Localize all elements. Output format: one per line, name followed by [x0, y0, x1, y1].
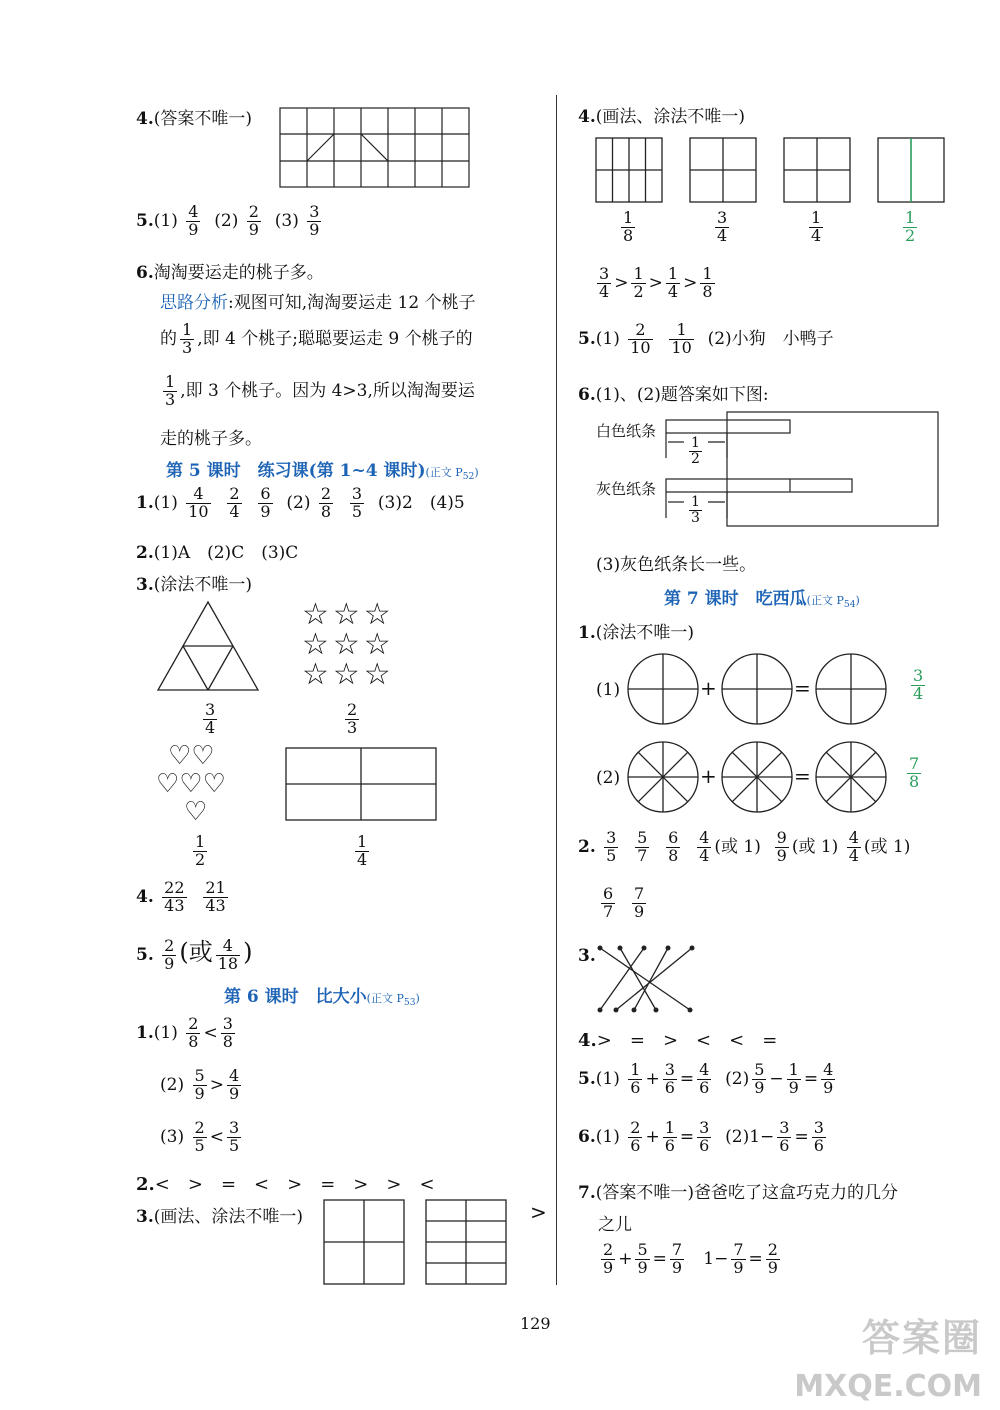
column-divider [556, 95, 557, 1285]
square-eighths [596, 138, 664, 204]
l5q3-frac4: $\frac{1}{4}$ [357, 832, 368, 869]
lesson7-q6: 6.(1) $\frac{2}{6}$ + $\frac{1}{6}$ = $\frac{3}{6}$ (2)1− $\frac{3}{6}$ = $\frac{3}{6}$ [578, 1118, 824, 1155]
analysis-label: 思路分析 [160, 293, 228, 313]
square-quarters-a [690, 138, 758, 204]
star-icon-row: ☆☆☆ [302, 627, 395, 662]
lesson7-q7-line1: 7.(答案不唯一)爸爸吃了这盒巧克力的几分 [578, 1183, 899, 1203]
right-q6-part3: (3)灰色纸条长一些。 [596, 555, 757, 575]
lesson5-q5: 5. $\frac{2}{9}$ (或 $\frac{4}{18}$ ) [136, 936, 253, 973]
right-q5: 5.(1) $\frac{2}{10}$ $\frac{1}{10}$ (2)小狗 小鸭子 [578, 320, 834, 357]
stars-figure [302, 597, 395, 692]
r-q4-frac4: $\frac{1}{2}$ [905, 208, 916, 245]
fraction: $\frac{2}{9}$ [248, 202, 259, 239]
lesson5-heading: 第 5 课时 练习课(第 1~4 课时)(正文 $P_{52}$) [166, 461, 479, 483]
watermark-logo: 答案圈 [861, 1316, 982, 1360]
white-strip-label: 白色纸条 [596, 422, 657, 440]
heart-icon-row: ♡♡ [168, 741, 215, 771]
gray-strip-frac: $\frac{1}{3}$ [691, 494, 700, 526]
fraction: $\frac{6}{9}$ [260, 484, 271, 521]
l7q1-row1-label: (1) [596, 680, 621, 700]
r-q4-frac3: $\frac{1}{4}$ [811, 208, 822, 245]
fraction: $\frac{3}{5}$ [351, 484, 363, 521]
equals-sign: = [794, 676, 811, 700]
triangle-figure [156, 600, 260, 692]
lesson5-q2: 2.(1)A (2)C (3)C [136, 543, 299, 563]
l5q3-frac2: $\frac{2}{3}$ [347, 700, 358, 737]
left-q6-analysis-line1: 思路分析:观图可知,淘淘要运走 12 个桃子 [160, 293, 476, 313]
gray-strip-label: 灰色纸条 [596, 480, 657, 498]
l5q3-frac3: $\frac{1}{2}$ [195, 832, 206, 869]
fraction: $\frac{4}{10}$ [188, 484, 209, 521]
l7q1-result2: $\frac{7}{8}$ [909, 754, 920, 791]
r-q4-frac1: $\frac{1}{8}$ [623, 208, 634, 245]
heart-icon-row: ♡♡♡ [156, 769, 226, 799]
lesson7-q7-equations: $\frac{2}{9}$ + $\frac{5}{9}$ = $\frac{7}{9}$ 1− $\frac{7}{9}$ = $\frac{2}{9}$ [603, 1240, 778, 1277]
left-q6-analysis-line3: $\frac{1}{3}$ ,即 3 个桃子。因为 4>3,所以淘淘要运 [165, 372, 475, 409]
l7q1-row2-label: (2) [596, 768, 621, 788]
left-q6-analysis-line2: 的 $\frac{1}{3}$ ,即 4 个桃子;聪聪要运走 9 个桃子的 [160, 320, 473, 357]
left-q4-grid [280, 108, 470, 188]
fraction: $\frac{2}{8}$ [320, 484, 332, 521]
lesson5-q3: 3.(涂法不唯一) [136, 575, 253, 595]
lesson5-q4: 4. $\frac{22}{43}$ $\frac{21}{43}$ [136, 878, 226, 915]
right-q6: 6.(1)、(2)题答案如下图: [578, 385, 769, 405]
paper-strips-diagram [664, 410, 944, 528]
r-q4-comparison: $\frac{3}{4}$ > $\frac{1}{2}$ > $\frac{1}{4}$ > $\frac{1}{8}$ [599, 264, 713, 301]
lesson6-q1-row1: 1.(1) $\frac{2}{8}$ < $\frac{3}{8}$ [136, 1014, 233, 1051]
r-q4-frac2: $\frac{3}{4}$ [717, 208, 728, 245]
rectangle-quarters [286, 748, 438, 822]
lesson7-heading: 第 7 课时 吃西瓜(正文 $P_{54}$) [664, 589, 860, 611]
left-q6-analysis-line4: 走的桃子多。 [160, 429, 262, 449]
fraction: $\frac{1}{3}$ [182, 320, 193, 357]
fraction: $\frac{1}{3}$ [165, 372, 176, 409]
plus-sign: + [700, 764, 717, 788]
lesson6-q3-grid-a [324, 1200, 406, 1286]
lesson6-q3-grid-b [426, 1200, 508, 1286]
lesson7-q2-line2: $\frac{6}{7}$ $\frac{7}{9}$ [603, 884, 645, 921]
lesson7-q7-line2: 之儿 [598, 1215, 632, 1235]
lesson6-q3: 3.(画法、涂法不唯一) [136, 1207, 304, 1227]
lesson6-heading: 第 6 课时 比大小(正文 $P_{53}$) [224, 987, 420, 1009]
star-icon-row: ☆☆☆ [302, 597, 395, 632]
lesson7-q2-line1: 2. $\frac{3}{5}$ $\frac{5}{7}$ $\frac{6}{8}$ $\frac{4}{4}$ (或 1) $\frac{9}{9}$ (或 1) $\frac{4}{4}$ (或 1) [578, 828, 911, 865]
matching-lines-diagram [598, 944, 698, 1014]
lesson7-q5: 5.(1) $\frac{1}{6}$ + $\frac{3}{6}$ = $\frac{4}{6}$ (2) $\frac{5}{9}$ − $\frac{1}{9}$ = $\frac{4}{9}$ [578, 1060, 834, 1097]
fraction: $\frac{3}{9}$ [309, 202, 320, 239]
l5q3-frac1: $\frac{3}{4}$ [205, 700, 216, 737]
plus-sign: + [700, 676, 717, 700]
lesson5-q1: 1.(1) $\frac{4}{10}$ $\frac{2}{4}$ $\frac{6}{9}$ (2) $\frac{2}{8}$ $\frac{3}{5}$ (3)2 (4)5 [136, 484, 465, 521]
lesson7-q4: 4.> = > < < = [578, 1030, 778, 1051]
page-number: 129 [520, 1314, 551, 1333]
square-quarters-b [784, 138, 852, 204]
lesson7-q3: 3. [578, 946, 596, 966]
equals-sign: = [794, 764, 811, 788]
square-halves [878, 138, 946, 204]
fraction: $\frac{4}{9}$ [188, 202, 199, 239]
white-strip-frac: $\frac{1}{2}$ [691, 435, 700, 467]
watermelon-eighths-row [626, 740, 890, 814]
lesson6-q1-row2: (2) $\frac{5}{9}$ > $\frac{4}{9}$ [160, 1066, 240, 1103]
l7q1-result1: $\frac{3}{4}$ [913, 666, 924, 703]
lesson6-q3-sign: > [530, 1200, 547, 1224]
watermark-url: MXQE.COM [794, 1369, 982, 1404]
lesson7-q1: 1.(涂法不唯一) [578, 623, 695, 643]
left-q5: 5.(1) $\frac{4}{9}$ (2) $\frac{2}{9}$ (3) $\frac{3}{9}$ [136, 202, 320, 239]
right-q4: 4.(画法、涂法不唯一) [578, 107, 746, 127]
lesson6-q2: 2.< > = < > = > > < [136, 1174, 435, 1195]
left-q6-answer: 6.淘淘要运走的桃子多。 [136, 263, 324, 283]
star-icon-row: ☆☆☆ [302, 657, 395, 692]
heart-icon-row: ♡ [184, 797, 208, 827]
fraction: $\frac{2}{4}$ [229, 484, 240, 521]
hearts-figure [156, 742, 226, 826]
watermelon-quarters-row [626, 652, 890, 726]
lesson6-q1-row3: (3) $\frac{2}{5}$ < $\frac{3}{5}$ [160, 1118, 240, 1155]
left-q4: 4.(答案不唯一) [136, 109, 253, 129]
